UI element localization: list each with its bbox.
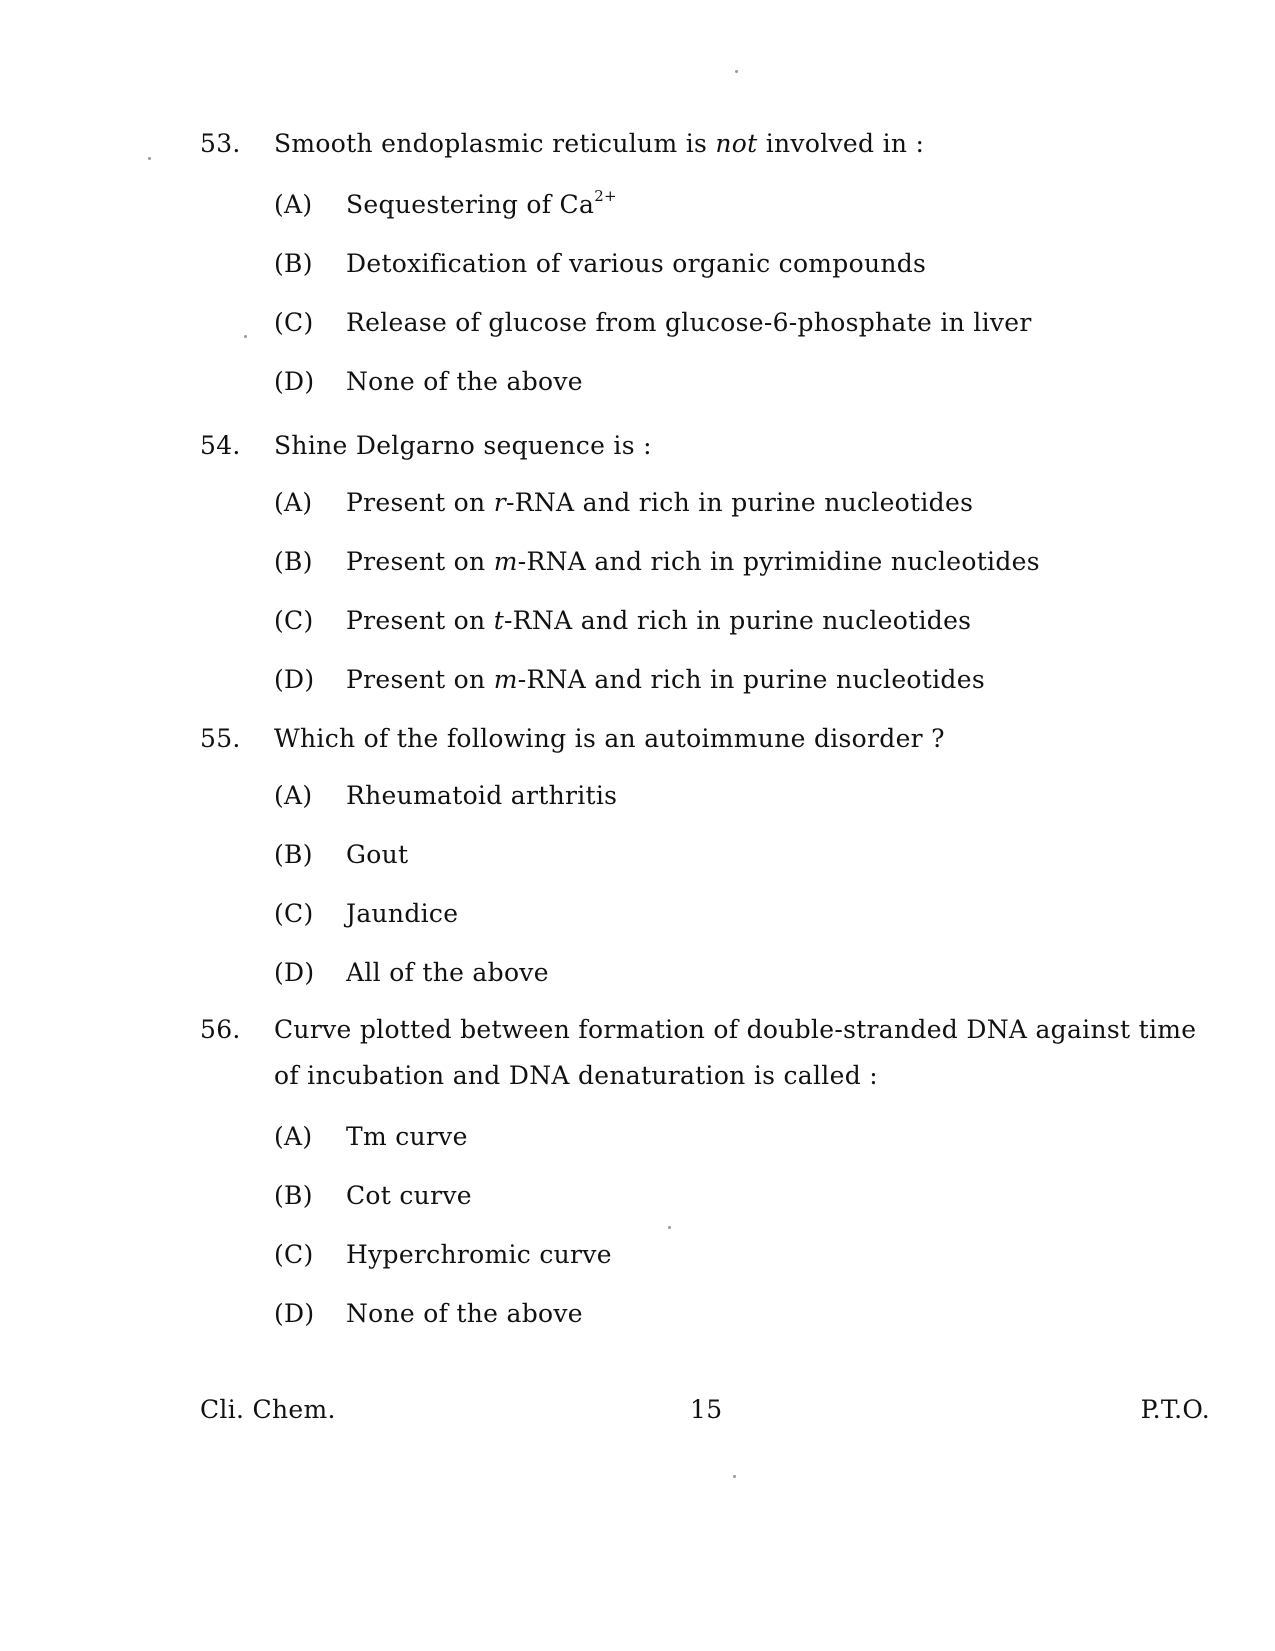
option-label: (C) (274, 899, 314, 928)
option-label: (A) (274, 1122, 313, 1151)
option-a (274, 766, 1210, 825)
question-number: 56. (200, 1015, 241, 1044)
option-label: (A) (274, 190, 313, 219)
option-label: (D) (274, 367, 315, 396)
option-a (274, 175, 1210, 234)
option-text: Rheumatoid arthritis (346, 781, 618, 810)
question-text: Curve plotted between formation of double-stranded DNA against time of incubation and DNA denaturation is called : (274, 1015, 1197, 1090)
option-a (274, 473, 1210, 532)
question-stem (200, 1007, 1210, 1099)
option-d (274, 352, 1210, 411)
question-53 (200, 121, 1210, 411)
options-list (274, 175, 1210, 411)
scan-speck (733, 1475, 736, 1478)
emphasis-word: not (715, 129, 758, 158)
scan-speck (668, 1226, 671, 1229)
option-text: All of the above (346, 958, 549, 987)
options-list (274, 473, 1210, 709)
question-stem (200, 423, 1210, 469)
question-text: Shine Delgarno sequence is : (274, 431, 652, 460)
option-c (274, 884, 1210, 943)
option-text: Present on m-RNA and rich in purine nucleotides (346, 665, 985, 694)
options-list (274, 1107, 1210, 1343)
option-text: Jaundice (346, 899, 459, 928)
question-text: Smooth endoplasmic reticulum is not involved in : (274, 129, 925, 158)
option-text: None of the above (346, 367, 583, 396)
subject-code: Cli. Chem. (200, 1395, 336, 1424)
question-stem (200, 121, 1210, 167)
option-label: (B) (274, 249, 313, 278)
option-c (274, 1225, 1210, 1284)
option-label: (C) (274, 1240, 314, 1269)
options-list (274, 766, 1210, 1002)
option-d (274, 650, 1210, 709)
option-text: Release of glucose from glucose-6-phosphate in liver (346, 308, 1032, 337)
option-label: (C) (274, 308, 314, 337)
option-d (274, 943, 1210, 1002)
scan-speck (148, 157, 151, 160)
option-text: Detoxification of various organic compounds (346, 249, 927, 278)
option-label: (A) (274, 781, 313, 810)
question-56 (200, 1007, 1210, 1343)
superscript: 2+ (594, 186, 617, 205)
option-text: Present on m-RNA and rich in pyrimidine nucleotides (346, 547, 1040, 576)
question-number: 55. (200, 724, 241, 753)
option-b (274, 532, 1210, 591)
question-stem (200, 716, 1210, 762)
option-label: (C) (274, 606, 314, 635)
question-number: 54. (200, 431, 241, 460)
option-text: Present on t-RNA and rich in purine nucleotides (346, 606, 972, 635)
scan-speck (735, 70, 738, 73)
question-text: Which of the following is an autoimmune disorder ? (274, 724, 945, 753)
option-label: (D) (274, 1299, 315, 1328)
option-text: Tm curve (346, 1122, 468, 1151)
option-b (274, 234, 1210, 293)
question-54 (200, 423, 1210, 709)
option-text: Cot curve (346, 1181, 472, 1210)
option-a (274, 1107, 1210, 1166)
option-text: Gout (346, 840, 409, 869)
option-label: (B) (274, 840, 313, 869)
pto-label: P.T.O. (1140, 1395, 1210, 1424)
option-label: (A) (274, 488, 313, 517)
option-text: Sequestering of $Ca^{2+}$ (346, 186, 617, 219)
option-c (274, 591, 1210, 650)
option-c (274, 293, 1210, 352)
option-label: (B) (274, 1181, 313, 1210)
option-label: (D) (274, 665, 315, 694)
page-number: 15 (690, 1395, 723, 1424)
option-label: (D) (274, 958, 315, 987)
page-footer (200, 1395, 1210, 1435)
scan-speck (244, 335, 247, 338)
question-number: 53. (200, 129, 241, 158)
option-label: (B) (274, 547, 313, 576)
question-55 (200, 716, 1210, 1002)
option-d (274, 1284, 1210, 1343)
option-b (274, 825, 1210, 884)
option-text: None of the above (346, 1299, 583, 1328)
option-text: Present on r-RNA and rich in purine nucleotides (346, 488, 974, 517)
option-b (274, 1166, 1210, 1225)
option-text: Hyperchromic curve (346, 1240, 612, 1269)
